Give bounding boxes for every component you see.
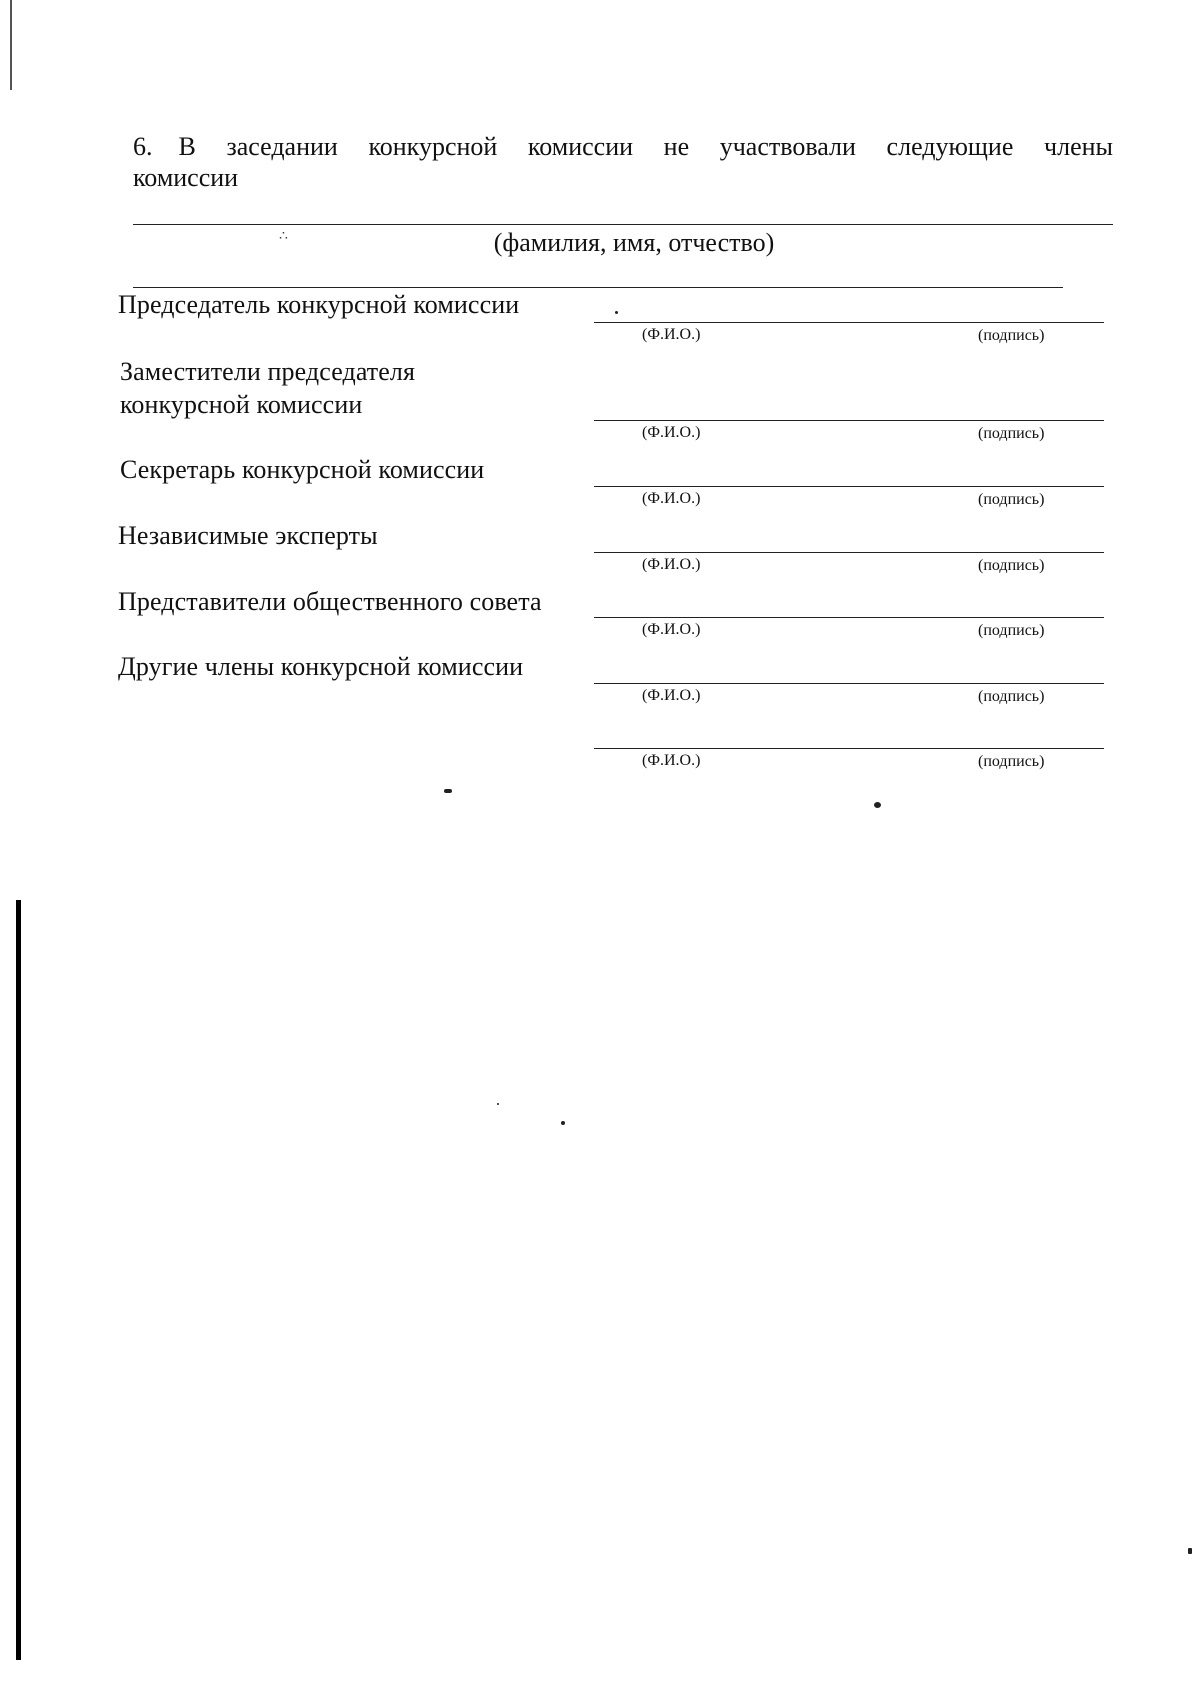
signature-label: (подпись) — [978, 557, 1045, 574]
role-independent-experts: Независимые эксперты — [118, 521, 378, 550]
signature-label: (подпись) — [978, 688, 1045, 705]
fio-label: (Ф.И.О.) — [642, 621, 701, 638]
signature-line — [594, 486, 1104, 487]
fio-caption: (фамилия, имя, отчество) — [493, 228, 775, 257]
fio-label: (Ф.И.О.) — [642, 326, 701, 343]
signature-label: (подпись) — [978, 425, 1045, 442]
speck: ∴ — [279, 229, 288, 244]
fio-label: (Ф.И.О.) — [642, 556, 701, 573]
blank-name-line-2 — [133, 287, 1063, 288]
signature-label: (подпись) — [978, 491, 1045, 508]
fio-label: (Ф.И.О.) — [642, 752, 701, 769]
paragraph-line-2: комиссии — [133, 163, 239, 192]
signature-label: (подпись) — [978, 753, 1045, 770]
paragraph-text: В заседании конкурсной комиссии не участвовали следующие члены — [178, 132, 1113, 161]
speck — [561, 1121, 565, 1125]
role-deputy-chairman-line-1: Заместители председателя — [120, 357, 416, 386]
signature-label: (подпись) — [978, 622, 1045, 639]
signature-line — [594, 420, 1104, 421]
speck — [444, 789, 452, 793]
scan-edge — [10, 0, 12, 90]
signature-line — [594, 683, 1104, 684]
fio-label: (Ф.И.О.) — [642, 687, 701, 704]
fio-label: (Ф.И.О.) — [642, 490, 701, 507]
role-other-members: Другие члены конкурсной комиссии — [118, 652, 524, 681]
role-secretary: Секретарь конкурсной комиссии — [120, 455, 485, 484]
signature-line — [594, 617, 1104, 618]
signature-line — [594, 748, 1104, 749]
role-chairman: Председатель конкурсной комиссии — [118, 290, 520, 319]
signature-line — [594, 322, 1104, 323]
blank-name-line — [133, 224, 1113, 225]
speck — [615, 311, 618, 314]
signature-line — [594, 552, 1104, 553]
fio-label: (Ф.И.О.) — [642, 424, 701, 441]
role-public-council: Представители общественного совета — [118, 587, 542, 616]
signature-label: (подпись) — [978, 327, 1045, 344]
paragraph-line-1 — [133, 132, 1113, 162]
speck — [1188, 1548, 1192, 1554]
role-deputy-chairman-line-2: конкурсной комиссии — [120, 390, 363, 419]
speck — [497, 1103, 499, 1105]
paragraph-number: 6. — [133, 132, 153, 161]
scan-edge — [16, 900, 21, 1660]
speck — [874, 802, 881, 808]
